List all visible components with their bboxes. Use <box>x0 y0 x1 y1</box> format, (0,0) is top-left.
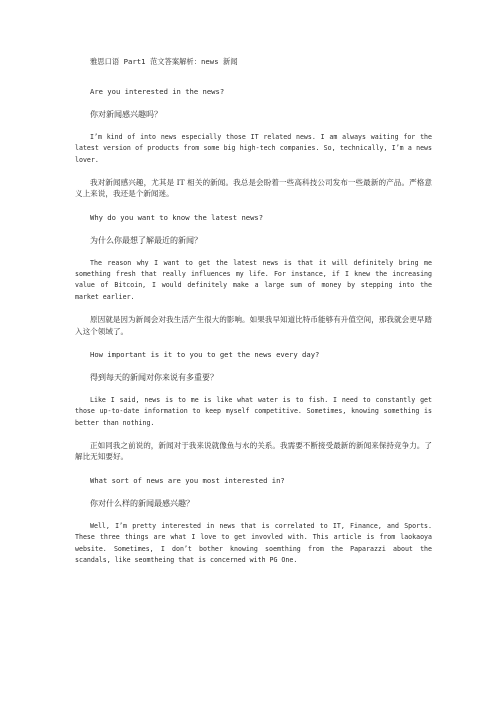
question-en: Why do you want to know the latest news? <box>90 212 264 222</box>
question-zh: 你对新闻感兴趣吗？ <box>90 110 162 119</box>
qa-block-2 <box>75 212 432 337</box>
answer-en: The reason why I want to get the latest news is that it will definitely bring me something fresh that really influences my life. For instance, if I knew the increasing value of Bitcoin, I would definitely make a large sum of money by stepping into the market earlier. <box>75 258 432 301</box>
answer-en: Like I said, news is to me is like what water is to fish. I need to constantly get those up-to-date information to keep myself competitive. Sometimes, knowing something is better than nothing. <box>75 396 432 427</box>
question-zh: 得到每天的新闻对你来说有多重要？ <box>90 373 218 383</box>
answer-zh: 我对新闻感兴趣，尤其是 IT 相关的新闻。我总是会盼着一些高科技公司发布一些最新的产品。严格意义上来说，我还是个新闻迷。 <box>75 177 432 199</box>
question-en: Are you interested in the news? <box>90 87 225 96</box>
answer-en: I’m kind of into news especially those IT related news. I am always waiting for the latest version of products from some big high-tech companies. So, technically, I’m a news lover. <box>75 133 432 164</box>
question-en: What sort of news are you most interested in? <box>90 475 285 485</box>
document-title: 雅思口语 Part1 范文答案解析：news 新闻 <box>90 57 238 66</box>
qa-block-1 <box>75 86 432 200</box>
question-zh: 你对什么样的新闻最感兴趣？ <box>90 498 194 508</box>
question-zh: 为什么你最想了解最近的新闻？ <box>90 235 202 245</box>
answer-en: Well, I’m pretty interested in news that is correlated to IT, Finance, and Sports. These three things are what I love to get invovled with. This article is from laokaoya website. Sometimes, I don’t bother knowing soemthing from the Paparazzi about the scandals, like seomtheing that is concerned with PG One. <box>75 521 432 564</box>
qa-block-3 <box>75 349 432 463</box>
document-page <box>75 56 432 577</box>
answer-zh: 正如同我之前说的，新闻对于我来说就像鱼与水的关系。我需要不断接受最新的新闻来保持竞争力。了解比无知要好。 <box>75 440 432 462</box>
question-en: How important is it to you to get the news every day? <box>90 350 320 360</box>
qa-block-4 <box>75 475 432 566</box>
answer-zh: 原因就是因为新闻会对我生活产生很大的影响。如果我早知道比特币能够有升值空间，那我就会更早踏入这个领域了。 <box>75 315 432 336</box>
